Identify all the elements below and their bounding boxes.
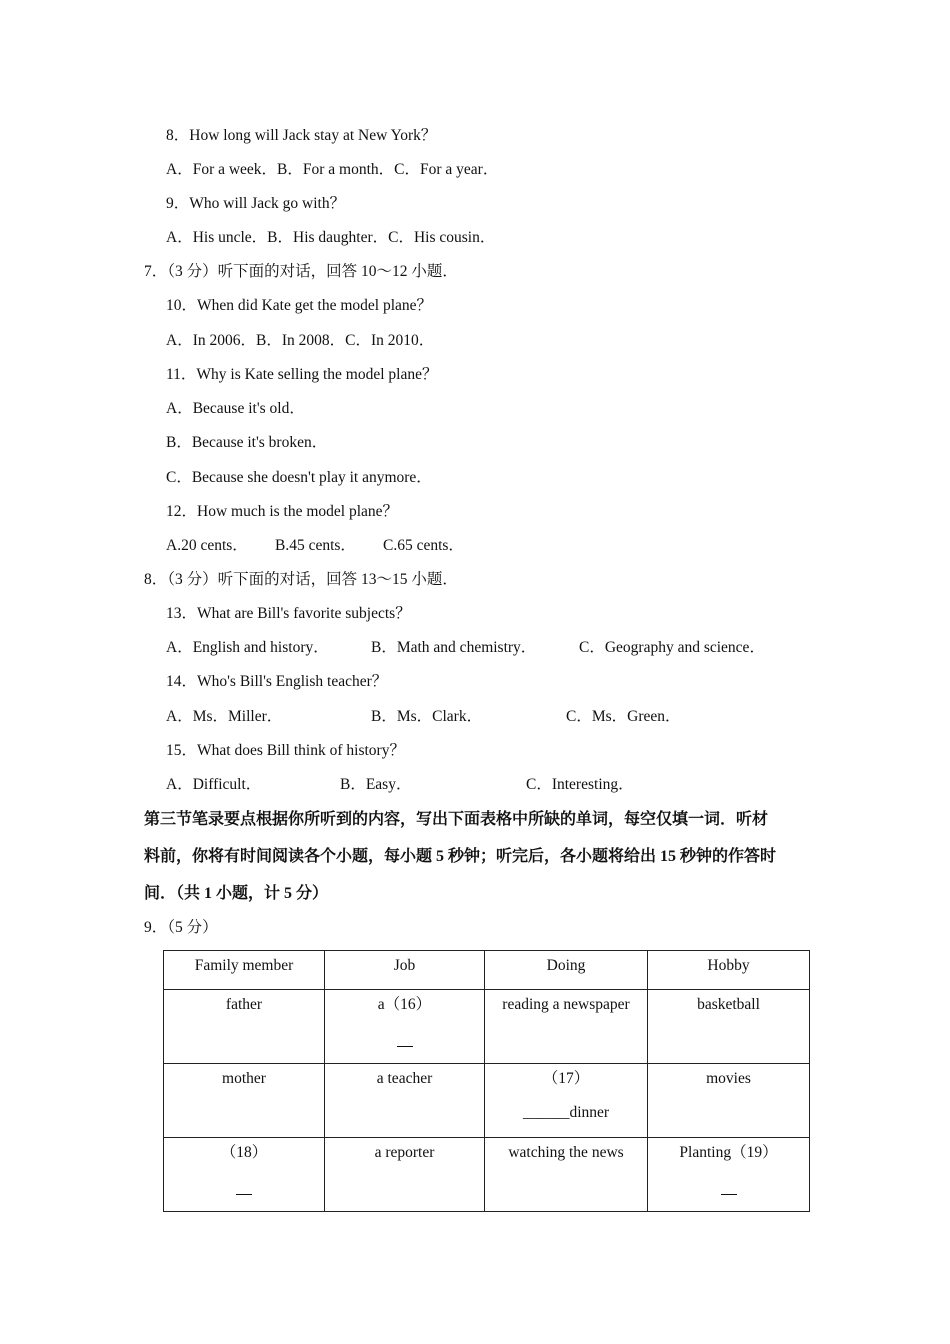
cell-member: father bbox=[164, 990, 325, 1064]
q14-option-c: C．Ms．Green． bbox=[566, 708, 681, 725]
family-table bbox=[163, 950, 810, 1212]
section-8-heading: 8．（3 分）听下面的对话，回答 13～15 小题． bbox=[144, 571, 458, 588]
q12-option-a: A.20 cents． bbox=[166, 537, 248, 554]
q13-stem: 13．What are Bill's favorite subjects？ bbox=[166, 605, 411, 622]
cell-job: a reporter bbox=[325, 1138, 485, 1212]
header-hobby: Hobby bbox=[648, 951, 810, 990]
answer-blank-17[interactable]: ______dinner bbox=[522, 1104, 610, 1121]
q9-options: A．His uncle．B．His daughter．C．His cousin． bbox=[166, 229, 496, 246]
q10-stem: 10．When did Kate get the model plane？ bbox=[166, 297, 433, 314]
cell-doing: watching the news bbox=[485, 1138, 648, 1212]
table-row bbox=[164, 1064, 810, 1138]
cell-member-text: （18） bbox=[220, 1144, 268, 1161]
part3-instructions-line3: 间．（共 1 小题，计 5 分） bbox=[144, 885, 329, 902]
part3-instructions-line1: 第三节笔录要点根据你所听到的内容，写出下面表格中所缺的单词，每空仅填一词．听材 bbox=[144, 811, 769, 828]
q13-option-b: B．Math and chemistry． bbox=[371, 639, 537, 656]
q11-stem: 11．Why is Kate selling the model plane？ bbox=[166, 366, 438, 383]
cell-hobby: basketball bbox=[648, 990, 810, 1064]
q12-option-c: C.65 cents． bbox=[383, 537, 464, 554]
cell-job-text: a（16） bbox=[377, 996, 432, 1013]
cell-hobby-text: Planting（19） bbox=[679, 1144, 778, 1161]
cell-job bbox=[325, 990, 485, 1064]
q13-option-a: A．English and history． bbox=[166, 639, 329, 656]
section-9-heading: 9．（5 分） bbox=[144, 919, 218, 936]
q15-option-b: B．Easy． bbox=[340, 776, 412, 793]
q14-option-b: B．Ms．Clark． bbox=[371, 708, 483, 725]
table-row bbox=[164, 990, 810, 1064]
q8-stem: 8．How long will Jack stay at New York？ bbox=[166, 127, 437, 144]
answer-blank-18[interactable] bbox=[236, 1180, 252, 1195]
cell-doing bbox=[485, 1064, 648, 1138]
q11-option-b: B．Because it's broken． bbox=[166, 434, 328, 451]
q14-option-a: A．Ms．Miller． bbox=[166, 708, 283, 725]
part3-instructions-line2: 料前，你将有时间阅读各个小题，每小题 5 秒钟；听完后，各小题将给出 15 秒钟的作答时 bbox=[144, 848, 777, 865]
q8-options: A．For a week．B．For a month．C．For a year． bbox=[166, 161, 499, 178]
cell-member: mother bbox=[164, 1064, 325, 1138]
q12-stem: 12．How much is the model plane？ bbox=[166, 503, 399, 520]
q15-option-c: C．Interesting． bbox=[526, 776, 634, 793]
cell-hobby bbox=[648, 1138, 810, 1212]
q13-option-c: C．Geography and science． bbox=[579, 639, 765, 656]
cell-job: a teacher bbox=[325, 1064, 485, 1138]
answer-blank-16[interactable] bbox=[397, 1032, 413, 1047]
q11-option-a: A．Because it's old． bbox=[166, 400, 305, 417]
header-family-member: Family member bbox=[164, 951, 325, 990]
table-header-row bbox=[164, 951, 810, 990]
answer-blank-19[interactable] bbox=[721, 1180, 737, 1195]
cell-hobby: movies bbox=[648, 1064, 810, 1138]
table-row bbox=[164, 1138, 810, 1212]
cell-member bbox=[164, 1138, 325, 1212]
section-7-heading: 7．（3 分）听下面的对话，回答 10～12 小题． bbox=[144, 263, 458, 280]
header-doing: Doing bbox=[485, 951, 648, 990]
header-job: Job bbox=[325, 951, 485, 990]
q11-option-c: C．Because she doesn't play it anymore． bbox=[166, 469, 432, 486]
cell-doing: reading a newspaper bbox=[485, 990, 648, 1064]
q15-stem: 15．What does Bill think of history？ bbox=[166, 742, 405, 759]
q15-option-a: A．Difficult． bbox=[166, 776, 262, 793]
q9-stem: 9．Who will Jack go with？ bbox=[166, 195, 346, 212]
q14-stem: 14．Who's Bill's English teacher？ bbox=[166, 673, 388, 690]
q10-options: A．In 2006．B．In 2008．C．In 2010． bbox=[166, 332, 435, 349]
q12-option-b: B.45 cents． bbox=[275, 537, 356, 554]
cell-doing-top: （17） bbox=[542, 1070, 590, 1087]
